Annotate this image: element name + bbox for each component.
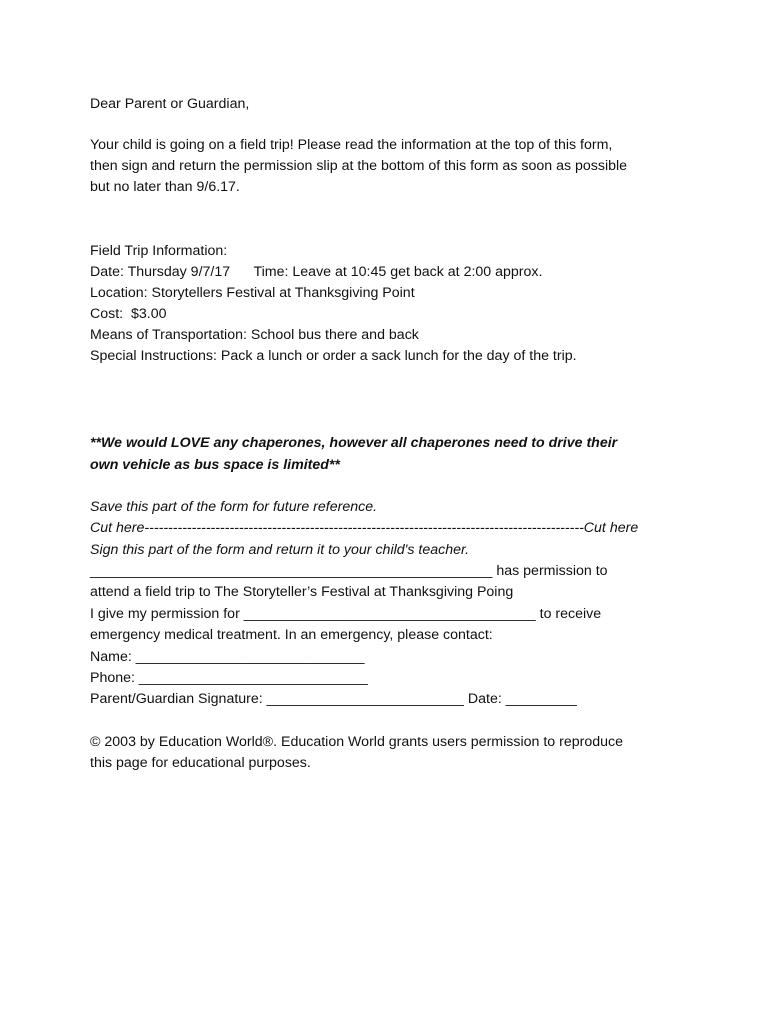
permission-line-4: emergency medical treatment. In an emergency, please contact:	[90, 627, 493, 643]
name-field: Name: _____________________________	[90, 649, 365, 665]
signature-date-field: Parent/Guardian Signature: _________________________ Date: _________	[90, 691, 577, 707]
save-note: Save this part of the form for future reference.	[90, 499, 378, 515]
sign-note: Sign this part of the form and return it to your child's teacher.	[90, 542, 470, 558]
trip-location: Location: Storytellers Festival at Thanksgiving Point	[90, 285, 415, 301]
phone-field: Phone: _____________________________	[90, 670, 368, 686]
trip-info-heading: Field Trip Information:	[90, 243, 228, 259]
copyright-line-2: this page for educational purposes.	[90, 755, 311, 771]
permission-line-3: I give my permission for _____________________________________ to receive	[90, 606, 602, 622]
chaperone-note-line-1: **We would LOVE any chaperones, however all chaperones need to drive their	[90, 435, 618, 451]
copyright-line-1: © 2003 by Education World®. Education World grants users permission to reproduce	[90, 734, 623, 750]
intro-line-1: Your child is going on a field trip! Please read the information at the top of this form,	[90, 137, 613, 153]
permission-line-1: ___________________________________________________ has permission to	[90, 563, 608, 579]
trip-transportation: Means of Transportation: School bus there and back	[90, 327, 419, 343]
greeting: Dear Parent or Guardian,	[90, 96, 250, 112]
cut-line: Cut here---------------------------------------------------------------------------------------------Cut here	[90, 520, 639, 536]
intro-line-3: but no later than 9/6.17.	[90, 179, 240, 195]
trip-cost: Cost: $3.00	[90, 306, 167, 322]
intro-line-2: then sign and return the permission slip at the bottom of this form as soon as possible	[90, 158, 628, 174]
trip-date-time: Date: Thursday 9/7/17 Time: Leave at 10:45 get back at 2:00 approx.	[90, 264, 543, 280]
permission-line-2: attend a field trip to The Storyteller’s Festival at Thanksgiving Poing	[90, 584, 514, 600]
chaperone-note-line-2: own vehicle as bus space is limited**	[90, 457, 340, 473]
trip-special-instructions: Special Instructions: Pack a lunch or order a sack lunch for the day of the trip.	[90, 348, 577, 364]
